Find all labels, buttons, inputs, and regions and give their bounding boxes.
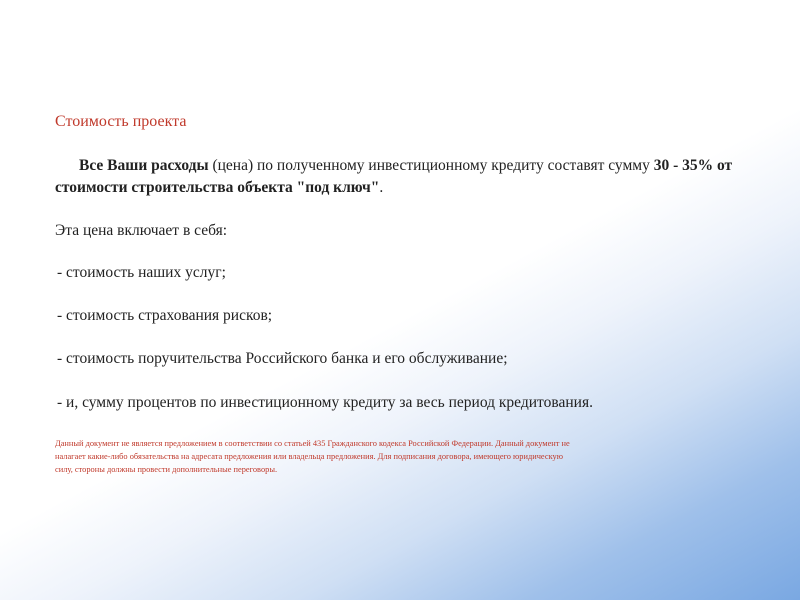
intro-cost-share: 30 - 35% от стоимости строительства объекта "под ключ" (55, 157, 733, 196)
cost-item-insurance: - стоимость страхования рисков; (57, 307, 273, 324)
intro-period: . (379, 179, 384, 196)
intro-expenses-label: Все Ваши расходы (79, 157, 209, 174)
slide-title: Стоимость проекта (55, 113, 187, 130)
cost-item-interest: - и, сумму процентов по инвестиционному кредиту за весь период кредитования. (57, 394, 593, 411)
intro-paragraph (55, 155, 755, 199)
intro-text: (цена) по полученному инвестиционному кредиту составят сумму (208, 157, 654, 174)
cost-item-services: - стоимость наших услуг; (57, 264, 226, 281)
legal-disclaimer: Данный документ не является предложением в соответствии со статьей 435 Гражданского кодекса Российской Федерации. Данный документ не налагает какие-либо обязательства на адресата предложения или владельца предложения. Для подписания договора, имеющего юридическую силу, стороны должны провести дополнительные переговоры. (55, 439, 570, 474)
includes-heading: Эта цена включает в себя: (55, 222, 228, 239)
cost-item-bank-guarantee: - стоимость поручительства Российского банка и его обслуживание; (57, 350, 508, 367)
